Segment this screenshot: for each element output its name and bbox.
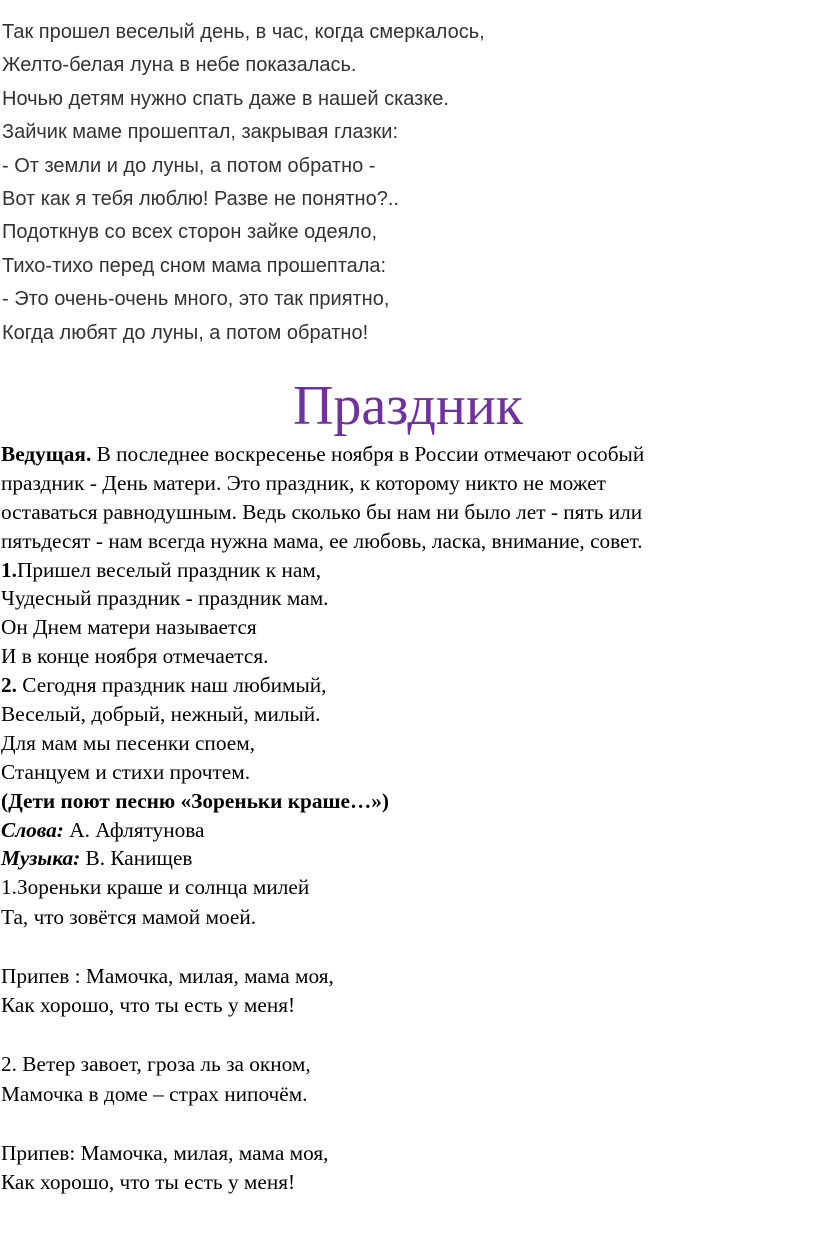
poem-line: Ночью детям нужно спать даже в нашей сказке. — [2, 87, 449, 110]
poem-line: Вот как я тебя люблю! Разве не понятно?.. — [2, 187, 399, 210]
music-author: В. Канищев — [80, 846, 193, 871]
song-line: Мамочка в доме – страх нипочём. — [1, 1081, 308, 1106]
song-line: 2. Ветер завоет, гроза ль за окном, — [1, 1052, 311, 1077]
script-body — [1, 440, 813, 1198]
poem-line: Тихо-тихо перед сном мама прошептала: — [2, 254, 387, 277]
page-title: Праздник — [292, 375, 524, 437]
stage-direction: (Дети поют песню «Зореньки краше…») — [1, 788, 389, 813]
chorus-line: Как хорошо, что ты есть у меня! — [1, 1170, 296, 1195]
poem-line: Когда любят до луны, а потом обратно! — [2, 321, 369, 344]
song-line: Та, что зовётся мамой моей. — [1, 904, 257, 929]
poem-line: - Это очень-очень много, это так приятно, — [2, 288, 390, 311]
verse-line: И в конце ноября отмечается. — [1, 644, 269, 669]
poem-line: - От земли и до луны, а потом обратно - — [2, 154, 376, 177]
stanza-gap — [1, 1109, 813, 1139]
verse-line: Веселый, добрый, нежный, милый. — [1, 702, 321, 727]
chorus-line: Как хорошо, что ты есть у меня! — [1, 993, 296, 1018]
song-lyrics — [1, 873, 813, 1198]
chorus-line: Припев : Мамочка, милая, мама моя, — [1, 963, 334, 988]
stanza-gap — [1, 932, 813, 962]
intro-line: пятьдесят - нам всегда нужна мама, ее любовь, ласка, внимание, совет. — [1, 528, 643, 553]
verse-line — [1, 671, 813, 700]
intro-line — [1, 440, 813, 469]
song-line: 1.Зореньки краше и солнца милей — [1, 875, 310, 900]
verse-line: Для мам мы песенки споем, — [1, 730, 255, 755]
poem-line: Подоткнув со всех сторон зайке одеяло, — [2, 221, 377, 244]
speaker-label: Ведущая. — [1, 442, 92, 466]
music-credit — [1, 844, 813, 873]
verse-text: Пришел веселый праздник к нам, — [16, 557, 322, 582]
lyrics-credit — [1, 816, 813, 845]
verse-number: 1. — [1, 557, 17, 582]
verse-text: Сегодня праздник наш любимый, — [16, 673, 327, 698]
lyrics-author: А. Афлятунова — [63, 817, 205, 842]
intro-text: В последнее воскресенье ноября в России отмечают особый — [91, 442, 645, 466]
verse-number: 2. — [1, 673, 17, 698]
verse-line — [1, 556, 813, 585]
intro-line: оставаться равнодушным. Ведь сколько бы нам ни было лет - пять или — [1, 499, 643, 524]
stanza-gap — [1, 1021, 813, 1051]
poem-block — [2, 16, 802, 350]
poem-line: Так прошел веселый день, в час, когда смеркалось, — [2, 21, 485, 43]
poem-line: Зайчик маме прошептал, закрывая глазки: — [2, 121, 399, 144]
lyrics-label: Слова: — [1, 817, 64, 842]
poem-line: Желто-белая луна в небе показалась. — [2, 54, 357, 77]
verse-line: Чудесный праздник - праздник мам. — [1, 586, 329, 611]
intro-line: праздник - День матери. Это праздник, к которому никто не может — [1, 470, 606, 495]
verse-line: Он Днем матери называется — [1, 615, 257, 640]
chorus-line: Припев: Мамочка, милая, мама моя, — [1, 1140, 329, 1165]
verse-line: Станцуем и стихи прочтем. — [1, 759, 251, 784]
music-label: Музыка: — [1, 846, 81, 871]
